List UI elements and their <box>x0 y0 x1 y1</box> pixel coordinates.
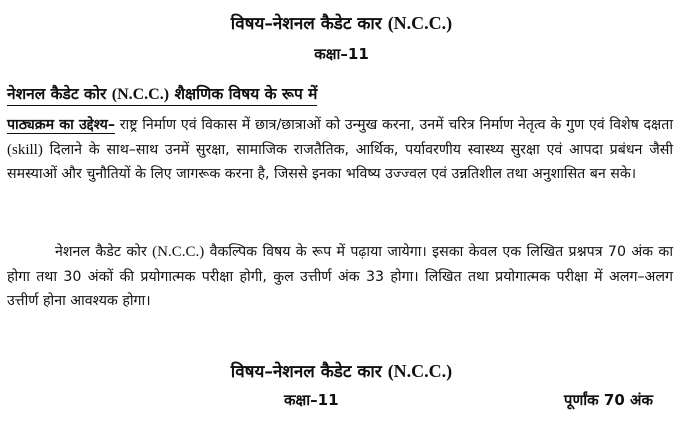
footer-subject-title <box>0 360 683 383</box>
objective-skill-term: (skill) <box>7 141 43 158</box>
exam-info-code: (N.C.C.) <box>152 244 205 260</box>
subject-title-text: विषय–नेशनल कैडेट कार <box>230 14 382 34</box>
section-heading-suffix: शैक्षणिक विषय के रूप में <box>174 85 318 103</box>
footer-row <box>0 390 683 412</box>
section-heading-code: (N.C.C.) <box>111 86 170 103</box>
subject-title-code: (N.C.C.) <box>387 13 453 33</box>
objective-paragraph <box>7 113 673 187</box>
section-heading <box>7 84 317 106</box>
exam-info-text-1: नेशनल कैडेट कोर <box>55 244 153 260</box>
footer-subject-title-code: (N.C.C.) <box>387 361 453 381</box>
exam-info-text-2: वैकल्पिक विषय के रूप में पढ़ाया जायेगा। इसका केवल एक लिखित प्रश्नपत्र 70 अंक का होगा तथा 30 अंकों की प्रयोगात्मक परीक्षा होगी, कुल उत्तीर्ण अंक 33 होगा। लिखित तथा प्रयोगात्मक परीक्षा में अलग–अलग उत्तीर्ण होना आवश्यक होगा। <box>7 244 673 310</box>
objective-label: पाठ्यक्रम का उद्देश्य– <box>7 117 115 133</box>
footer-class-label: कक्षा–11 <box>284 391 339 409</box>
class-label: कक्षा–11 <box>314 45 369 63</box>
footer-subject-title-text: विषय–नेशनल कैडेट कार <box>230 362 382 382</box>
objective-text-1: राष्ट्र निर्माण एवं विकास में छात्र/छात्राओं को उन्मुख करना, उनमें चरित्र निर्माण नेतृत्व के गुण एवं विशेष दक्षता <box>115 117 673 133</box>
objective-text-2: दिलाने के साथ–साथ उनमें सुरक्षा, सामाजिक राजतैतिक, आर्थिक, पर्यावरणीय स्वास्थ्य सुरक्षा एवं आपदा प्रबंधन जैसी समस्याओं और चुनौतियों के लिए जागरूक करना है, जिससे इनका भविष्य उज्ज्वल एवं उन्नतिशील तथा अनुशासित बन सके। <box>7 141 673 183</box>
subject-title <box>0 12 683 35</box>
total-marks: पूर्णांक 70 अंक <box>563 391 653 409</box>
exam-info-paragraph <box>7 240 673 314</box>
section-heading-prefix: नेशनल कैडेट कोर <box>7 85 107 103</box>
